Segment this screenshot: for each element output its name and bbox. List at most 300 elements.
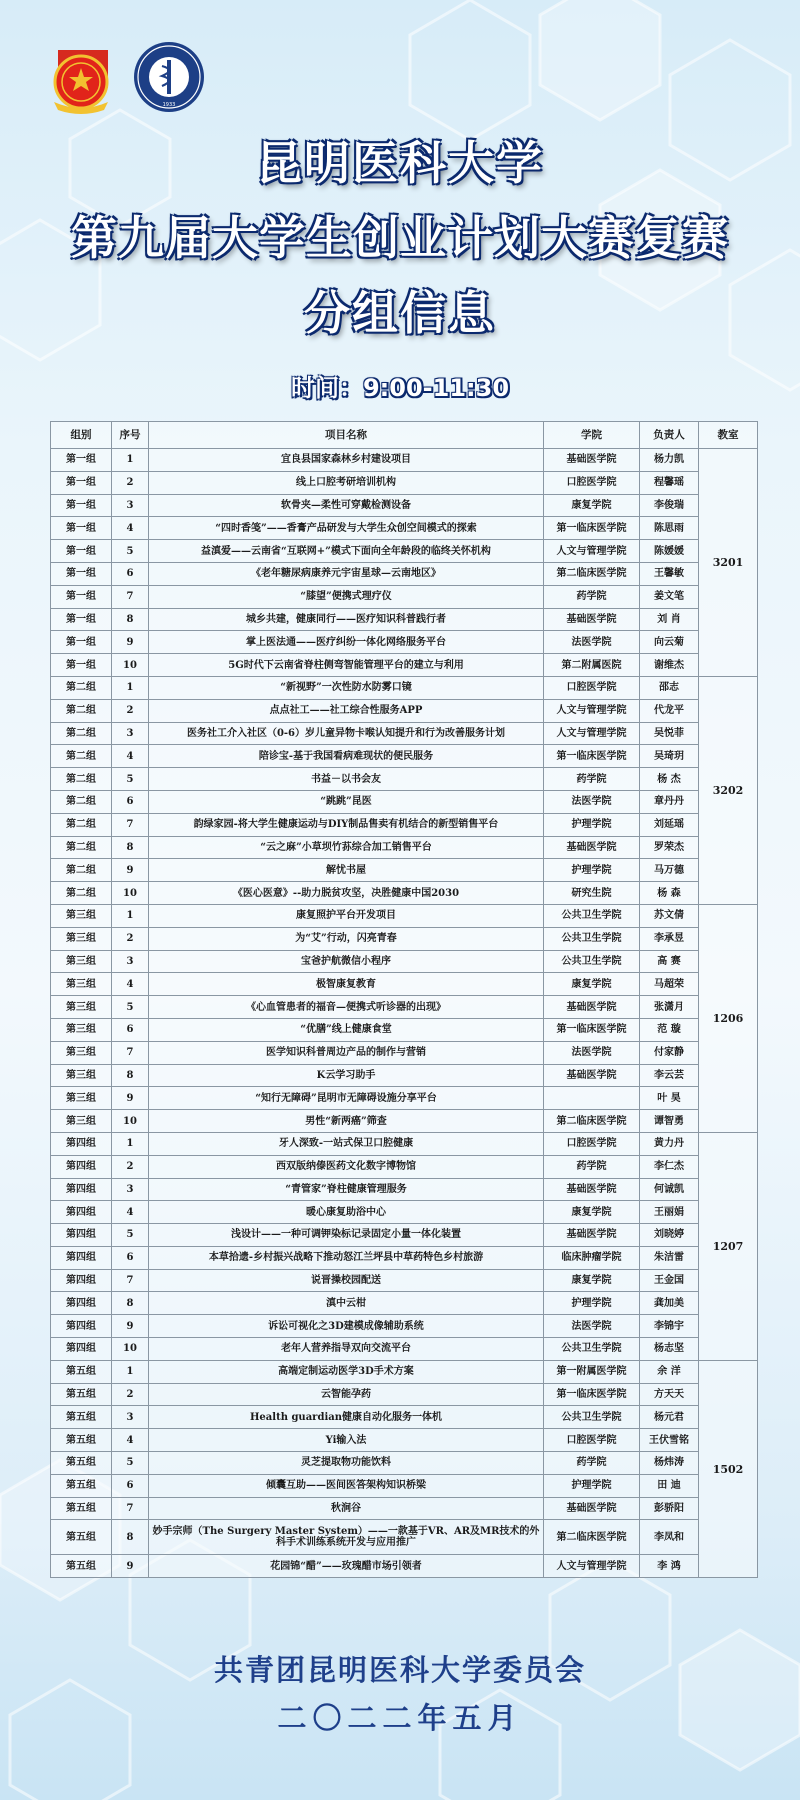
- cell-number: 3: [112, 494, 149, 517]
- cell-college: 公共卫生学院: [544, 950, 640, 973]
- cell-project: K云学习助手: [149, 1064, 544, 1087]
- cell-project: 掌上医法通——医疗纠纷一体化网络服务平台: [149, 631, 544, 654]
- table-row: [51, 1383, 758, 1406]
- cell-leader: 陈媛媛: [640, 540, 699, 563]
- cell-leader: 马万德: [640, 859, 699, 882]
- cell-leader: 杨元君: [640, 1406, 699, 1429]
- cell-leader: 吴琦玥: [640, 745, 699, 768]
- cell-number: 5: [112, 1224, 149, 1247]
- cell-group: 第三组: [51, 927, 112, 950]
- table-row: [51, 631, 758, 654]
- cell-number: 1: [112, 449, 149, 472]
- table-row: [51, 1474, 758, 1497]
- cell-project: 医务社工介入社区（0-6）岁儿童异物卡喉认知提升和行为改善服务计划: [149, 722, 544, 745]
- table-row: [51, 859, 758, 882]
- cell-college: 口腔医学院: [544, 1429, 640, 1452]
- cell-group: 第四组: [51, 1315, 112, 1338]
- cell-leader: 杨 森: [640, 882, 699, 905]
- cell-number: 4: [112, 517, 149, 540]
- cell-group: 第三组: [51, 904, 112, 927]
- table-row: [51, 1201, 758, 1224]
- cell-group: 第二组: [51, 745, 112, 768]
- cell-group: 第三组: [51, 996, 112, 1019]
- cell-leader: 杨 杰: [640, 768, 699, 791]
- cell-leader: 代龙平: [640, 699, 699, 722]
- cell-group: 第二组: [51, 676, 112, 699]
- cell-number: 3: [112, 950, 149, 973]
- table-row: [51, 494, 758, 517]
- cell-leader: 谭智勇: [640, 1110, 699, 1133]
- table-row: [51, 654, 758, 677]
- cell-group: 第一组: [51, 494, 112, 517]
- cell-leader: 杨力凯: [640, 449, 699, 472]
- cell-project: 滇中云柑: [149, 1292, 544, 1315]
- header-project: 项目名称: [149, 422, 544, 449]
- cell-group: 第五组: [51, 1406, 112, 1429]
- cell-project: 益滇爱——云南省“互联网+”模式下面向全年龄段的临终关怀机构: [149, 540, 544, 563]
- communist-youth-league-logo: [44, 40, 118, 114]
- cell-project: 暖心康复助浴中心: [149, 1201, 544, 1224]
- cell-number: 3: [112, 722, 149, 745]
- cell-project: 秋涧谷: [149, 1497, 544, 1520]
- cell-college: 护理学院: [544, 1292, 640, 1315]
- cell-college: 口腔医学院: [544, 676, 640, 699]
- cell-group: 第四组: [51, 1132, 112, 1155]
- cell-project: 5G时代下云南省脊柱侧弯智能管理平台的建立与利用: [149, 654, 544, 677]
- cell-group: 第二组: [51, 790, 112, 813]
- cell-number: 7: [112, 1041, 149, 1064]
- cell-project: “跳跳”昆医: [149, 790, 544, 813]
- cell-number: 6: [112, 790, 149, 813]
- cell-number: 4: [112, 1201, 149, 1224]
- cell-college: 康复学院: [544, 494, 640, 517]
- cell-leader: 彭骄阳: [640, 1497, 699, 1520]
- cell-project: 云智能孕药: [149, 1383, 544, 1406]
- cell-college: 第一临床医学院: [544, 517, 640, 540]
- cell-group: 第二组: [51, 836, 112, 859]
- cell-number: 2: [112, 699, 149, 722]
- table-row: [51, 996, 758, 1019]
- cell-leader: 姜文笔: [640, 585, 699, 608]
- cell-college: 法医学院: [544, 1315, 640, 1338]
- cell-college: [544, 1087, 640, 1110]
- cell-leader: 黄力丹: [640, 1132, 699, 1155]
- cell-number: 9: [112, 1555, 149, 1578]
- table-row: [51, 1452, 758, 1475]
- cell-project: “膝望”便携式理疗仪: [149, 585, 544, 608]
- cell-leader: 马超荣: [640, 973, 699, 996]
- cell-group: 第五组: [51, 1452, 112, 1475]
- table-row: [51, 1497, 758, 1520]
- table-row: [51, 927, 758, 950]
- cell-leader: 何诚凯: [640, 1178, 699, 1201]
- cell-project: 高端定制运动医学3D手术方案: [149, 1360, 544, 1383]
- cell-group: 第三组: [51, 1041, 112, 1064]
- cell-leader: 李锦宇: [640, 1315, 699, 1338]
- table-row: [51, 1224, 758, 1247]
- cell-project: 妙手宗师（The Surgery Master System）——一款基于VR、AR及MR技术的外科手术训练系统开发与应用推广: [149, 1520, 544, 1555]
- cell-number: 1: [112, 1132, 149, 1155]
- cell-leader: 邵志: [640, 676, 699, 699]
- table-row: [51, 608, 758, 631]
- cell-leader: 田 迪: [640, 1474, 699, 1497]
- cell-group: 第四组: [51, 1201, 112, 1224]
- cell-college: 公共卫生学院: [544, 904, 640, 927]
- cell-number: 2: [112, 927, 149, 950]
- table-row: [51, 471, 758, 494]
- cell-college: 公共卫生学院: [544, 1406, 640, 1429]
- cell-group: 第三组: [51, 1018, 112, 1041]
- cell-leader: 余 洋: [640, 1360, 699, 1383]
- footer-organization: 共青团昆明医科大学委员会: [213, 1653, 586, 1687]
- cell-number: 10: [112, 1338, 149, 1361]
- cell-college: 基础医学院: [544, 1064, 640, 1087]
- cell-project: 老年人营养指导双向交流平台: [149, 1338, 544, 1361]
- cell-number: 6: [112, 1018, 149, 1041]
- cell-project: “青管家”脊柱健康管理服务: [149, 1178, 544, 1201]
- table-row: [51, 1018, 758, 1041]
- cell-group: 第四组: [51, 1338, 112, 1361]
- cell-project: 陪诊宝-基于我国看病难现状的便民服务: [149, 745, 544, 768]
- table-row: [51, 1155, 758, 1178]
- cell-project: 《医心医意》--助力脱贫攻坚，决胜健康中国2030: [149, 882, 544, 905]
- cell-room: 3202: [699, 676, 758, 904]
- table-row: [51, 722, 758, 745]
- cell-project: 诉讼可视化之3D建模成像辅助系统: [149, 1315, 544, 1338]
- cell-group: 第五组: [51, 1520, 112, 1555]
- table-row: [51, 1246, 758, 1269]
- cell-project: 说晋操校园配送: [149, 1269, 544, 1292]
- cell-leader: 苏文倩: [640, 904, 699, 927]
- cell-project: 韵绿家园-将大学生健康运动与DIY制品售卖有机结合的新型销售平台: [149, 813, 544, 836]
- cell-room: 1207: [699, 1132, 758, 1360]
- kunming-medical-university-logo: [132, 40, 206, 114]
- cell-number: 1: [112, 1360, 149, 1383]
- cell-room: 1502: [699, 1360, 758, 1577]
- header-number: 序号: [112, 422, 149, 449]
- cell-project: 灵芝提取物功能饮料: [149, 1452, 544, 1475]
- cell-number: 2: [112, 1155, 149, 1178]
- cell-college: 研究生院: [544, 882, 640, 905]
- cell-number: 10: [112, 882, 149, 905]
- table-row: [51, 1360, 758, 1383]
- svg-text:1933: 1933: [162, 102, 176, 108]
- table-row: [51, 1064, 758, 1087]
- cell-college: 人文与管理学院: [544, 699, 640, 722]
- cell-number: 1: [112, 676, 149, 699]
- cell-group: 第三组: [51, 1110, 112, 1133]
- cell-number: 4: [112, 745, 149, 768]
- cell-project: “四时香笺”——香膏产品研发与大学生众创空间模式的探索: [149, 517, 544, 540]
- cell-college: 第二附属医院: [544, 654, 640, 677]
- cell-project: 极智康复教育: [149, 973, 544, 996]
- table-row: [51, 1178, 758, 1201]
- cell-group: 第一组: [51, 540, 112, 563]
- cell-leader: 张潇月: [640, 996, 699, 1019]
- cell-project: 倾囊互助——医间医答架构知识桥梁: [149, 1474, 544, 1497]
- cell-project: “优膳”线上健康食堂: [149, 1018, 544, 1041]
- cell-project: 点点社工——社工综合性服务APP: [149, 699, 544, 722]
- cell-college: 临床肿瘤学院: [544, 1246, 640, 1269]
- cell-group: 第一组: [51, 631, 112, 654]
- cell-leader: 杨炜涛: [640, 1452, 699, 1475]
- cell-number: 7: [112, 585, 149, 608]
- cell-leader: 范 璇: [640, 1018, 699, 1041]
- cell-group: 第四组: [51, 1178, 112, 1201]
- cell-leader: 向云菊: [640, 631, 699, 654]
- cell-number: 5: [112, 1452, 149, 1475]
- header-college: 学院: [544, 422, 640, 449]
- cell-college: 基础医学院: [544, 608, 640, 631]
- cell-number: 6: [112, 1474, 149, 1497]
- grouping-table: [50, 421, 758, 1578]
- cell-project: 书益－以书会友: [149, 768, 544, 791]
- cell-leader: 王金国: [640, 1269, 699, 1292]
- table-row: [51, 768, 758, 791]
- cell-college: 第一附属医学院: [544, 1360, 640, 1383]
- cell-group: 第四组: [51, 1269, 112, 1292]
- cell-group: 第二组: [51, 813, 112, 836]
- cell-group: 第三组: [51, 973, 112, 996]
- cell-leader: 王丽娟: [640, 1201, 699, 1224]
- cell-leader: 杨志坚: [640, 1338, 699, 1361]
- cell-group: 第一组: [51, 517, 112, 540]
- cell-group: 第五组: [51, 1429, 112, 1452]
- cell-college: 人文与管理学院: [544, 1555, 640, 1578]
- table-row: [51, 1406, 758, 1429]
- cell-project: 花园锦“醋”——玫瑰醋市场引领者: [149, 1555, 544, 1578]
- cell-college: 基础医学院: [544, 836, 640, 859]
- cell-number: 5: [112, 996, 149, 1019]
- table-row: [51, 790, 758, 813]
- cell-college: 基础医学院: [544, 996, 640, 1019]
- cell-number: 2: [112, 471, 149, 494]
- cell-group: 第一组: [51, 608, 112, 631]
- cell-college: 人文与管理学院: [544, 722, 640, 745]
- cell-group: 第三组: [51, 1087, 112, 1110]
- cell-college: 第一临床医学院: [544, 1018, 640, 1041]
- cell-group: 第二组: [51, 882, 112, 905]
- header-group: 组别: [51, 422, 112, 449]
- logo-group: [44, 40, 206, 114]
- cell-project: “云之麻”小草坝竹荪综合加工销售平台: [149, 836, 544, 859]
- cell-number: 2: [112, 1383, 149, 1406]
- table-row: [51, 973, 758, 996]
- cell-college: 药学院: [544, 1155, 640, 1178]
- cell-group: 第二组: [51, 768, 112, 791]
- cell-college: 基础医学院: [544, 1497, 640, 1520]
- table-row: [51, 1110, 758, 1133]
- cell-leader: 谢维杰: [640, 654, 699, 677]
- cell-number: 9: [112, 631, 149, 654]
- cell-number: 5: [112, 540, 149, 563]
- cell-number: 4: [112, 1429, 149, 1452]
- cell-college: 公共卫生学院: [544, 927, 640, 950]
- cell-room: 3201: [699, 449, 758, 677]
- cell-group: 第一组: [51, 654, 112, 677]
- cell-leader: 龚加美: [640, 1292, 699, 1315]
- table-row: [51, 676, 758, 699]
- event-time: 时间：9:00-11:30: [290, 374, 510, 402]
- table-row: [51, 882, 758, 905]
- cell-group: 第五组: [51, 1497, 112, 1520]
- cell-college: 康复学院: [544, 1269, 640, 1292]
- title-grouping: 分组信息: [304, 286, 496, 340]
- cell-group: 第三组: [51, 1064, 112, 1087]
- cell-college: 第一临床医学院: [544, 745, 640, 768]
- cell-number: 3: [112, 1406, 149, 1429]
- cell-leader: 李承昱: [640, 927, 699, 950]
- cell-project: 西双版纳傣医药文化数字博物馆: [149, 1155, 544, 1178]
- cell-college: 口腔医学院: [544, 1132, 640, 1155]
- table-row: [51, 540, 758, 563]
- table-row: [51, 1041, 758, 1064]
- cell-college: 法医学院: [544, 1041, 640, 1064]
- cell-group: 第三组: [51, 950, 112, 973]
- cell-leader: 吴悦菲: [640, 722, 699, 745]
- cell-number: 1: [112, 904, 149, 927]
- table-row: [51, 1087, 758, 1110]
- table-row: [51, 813, 758, 836]
- cell-number: 6: [112, 1246, 149, 1269]
- cell-group: 第二组: [51, 699, 112, 722]
- cell-project: 宜良县国家森林乡村建设项目: [149, 449, 544, 472]
- cell-leader: 方天天: [640, 1383, 699, 1406]
- cell-number: 8: [112, 608, 149, 631]
- cell-college: 护理学院: [544, 1474, 640, 1497]
- title-competition: 第九届大学生创业计划大赛复赛: [71, 211, 729, 265]
- cell-number: 10: [112, 1110, 149, 1133]
- cell-number: 7: [112, 1497, 149, 1520]
- cell-group: 第五组: [51, 1383, 112, 1406]
- cell-leader: 叶 昊: [640, 1087, 699, 1110]
- cell-number: 5: [112, 768, 149, 791]
- table-row: [51, 517, 758, 540]
- header-leader: 负责人: [640, 422, 699, 449]
- cell-college: 药学院: [544, 768, 640, 791]
- table-row: [51, 1429, 758, 1452]
- table-row: [51, 904, 758, 927]
- cell-leader: 刘 肖: [640, 608, 699, 631]
- cell-leader: 刘晓婷: [640, 1224, 699, 1247]
- table-row: [51, 1269, 758, 1292]
- cell-group: 第一组: [51, 471, 112, 494]
- cell-college: 口腔医学院: [544, 471, 640, 494]
- cell-leader: 章丹丹: [640, 790, 699, 813]
- cell-project: 宝爸护航微信小程序: [149, 950, 544, 973]
- cell-college: 护理学院: [544, 813, 640, 836]
- cell-leader: 李 鸿: [640, 1555, 699, 1578]
- cell-project: Yi输入法: [149, 1429, 544, 1452]
- table-row: [51, 449, 758, 472]
- cell-project: 男性“新两癌”筛查: [149, 1110, 544, 1133]
- cell-number: 3: [112, 1178, 149, 1201]
- cell-college: 康复学院: [544, 973, 640, 996]
- cell-college: 法医学院: [544, 790, 640, 813]
- cell-project: 《老年糖尿病康养元宇宙星球—云南地区》: [149, 562, 544, 585]
- cell-project: 《心血管患者的福音—便携式听诊器的出现》: [149, 996, 544, 1019]
- table-row: [51, 745, 758, 768]
- cell-project: 浅设计——一种可调钾染标记录固定小量一体化装置: [149, 1224, 544, 1247]
- cell-number: 9: [112, 1087, 149, 1110]
- cell-college: 基础医学院: [544, 449, 640, 472]
- cell-group: 第四组: [51, 1155, 112, 1178]
- cell-room: 1206: [699, 904, 758, 1132]
- cell-project: 城乡共建，健康同行——医疗知识科普践行者: [149, 608, 544, 631]
- cell-college: 法医学院: [544, 631, 640, 654]
- cell-college: 药学院: [544, 1452, 640, 1475]
- cell-college: 第二临床医学院: [544, 1520, 640, 1555]
- cell-group: 第一组: [51, 562, 112, 585]
- cell-leader: 朱洁雷: [640, 1246, 699, 1269]
- cell-leader: 刘延瑶: [640, 813, 699, 836]
- cell-project: “知行无障碍”昆明市无障碍设施分享平台: [149, 1087, 544, 1110]
- cell-leader: 程馨瑶: [640, 471, 699, 494]
- cell-number: 8: [112, 1064, 149, 1087]
- cell-college: 康复学院: [544, 1201, 640, 1224]
- cell-leader: 高 赛: [640, 950, 699, 973]
- cell-project: Health guardian健康自动化服务一体机: [149, 1406, 544, 1429]
- cell-project: 本草拾遗-乡村振兴战略下推动怒江兰坪县中草药特色乡村旅游: [149, 1246, 544, 1269]
- cell-number: 7: [112, 1269, 149, 1292]
- table-header-row: [51, 422, 758, 449]
- cell-group: 第二组: [51, 859, 112, 882]
- cell-group: 第五组: [51, 1555, 112, 1578]
- table-row: [51, 836, 758, 859]
- cell-project: 牙人深致-一站式保卫口腔健康: [149, 1132, 544, 1155]
- cell-group: 第四组: [51, 1224, 112, 1247]
- table-row: [51, 1338, 758, 1361]
- cell-college: 基础医学院: [544, 1178, 640, 1201]
- cell-number: 8: [112, 1292, 149, 1315]
- table-row: [51, 562, 758, 585]
- cell-college: 人文与管理学院: [544, 540, 640, 563]
- table-row: [51, 1555, 758, 1578]
- cell-number: 4: [112, 973, 149, 996]
- cell-number: 7: [112, 813, 149, 836]
- cell-group: 第五组: [51, 1474, 112, 1497]
- cell-college: 第一临床医学院: [544, 1383, 640, 1406]
- cell-group: 第一组: [51, 585, 112, 608]
- cell-group: 第一组: [51, 449, 112, 472]
- cell-group: 第二组: [51, 722, 112, 745]
- cell-project: 软骨夹—柔性可穿戴检测设备: [149, 494, 544, 517]
- cell-college: 基础医学院: [544, 1224, 640, 1247]
- cell-leader: 陈思雨: [640, 517, 699, 540]
- table-row: [51, 950, 758, 973]
- cell-leader: 李仁杰: [640, 1155, 699, 1178]
- table-row: [51, 699, 758, 722]
- table-row: [51, 1132, 758, 1155]
- cell-leader: 李凤和: [640, 1520, 699, 1555]
- cell-college: 第二临床医学院: [544, 1110, 640, 1133]
- cell-college: 第二临床医学院: [544, 562, 640, 585]
- cell-leader: 王馨敏: [640, 562, 699, 585]
- cell-number: 9: [112, 1315, 149, 1338]
- cell-number: 10: [112, 654, 149, 677]
- cell-project: 线上口腔考研培训机构: [149, 471, 544, 494]
- cell-leader: 李云芸: [640, 1064, 699, 1087]
- table-row: [51, 1315, 758, 1338]
- cell-leader: 王伏雪铭: [640, 1429, 699, 1452]
- cell-group: 第四组: [51, 1246, 112, 1269]
- table-row: [51, 585, 758, 608]
- cell-project: 医学知识科普周边产品的制作与营销: [149, 1041, 544, 1064]
- cell-college: 药学院: [544, 585, 640, 608]
- cell-college: 护理学院: [544, 859, 640, 882]
- cell-leader: 罗荣杰: [640, 836, 699, 859]
- cell-project: 康复照护平台开发项目: [149, 904, 544, 927]
